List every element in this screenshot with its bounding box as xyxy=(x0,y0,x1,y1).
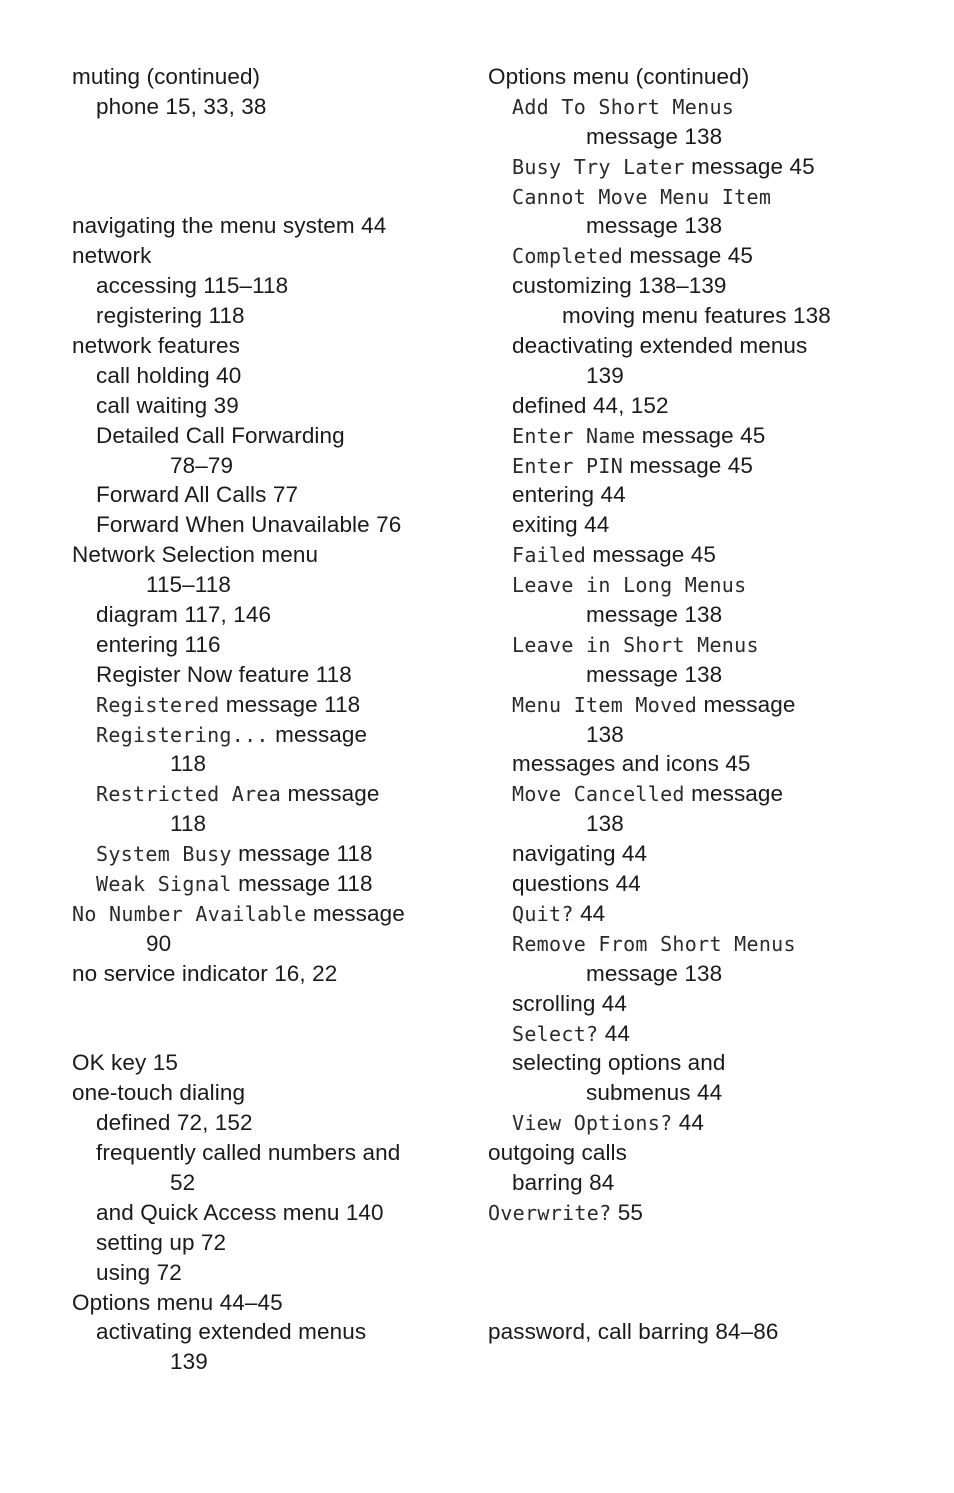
index-text: network features xyxy=(72,333,240,359)
index-text: accessing 115–118 xyxy=(96,273,289,299)
index-subentry xyxy=(72,510,452,540)
index-text: moving menu features 138 xyxy=(562,303,831,329)
index-text: no service indicator 16, 22 xyxy=(72,960,338,986)
index-subentry xyxy=(488,869,928,899)
index-subentry xyxy=(488,630,928,660)
index-text: message 45 xyxy=(623,452,754,478)
display-message-text: Registering... xyxy=(96,722,269,747)
index-subentry xyxy=(72,1258,452,1288)
index-subentry xyxy=(488,331,928,361)
index-subentry xyxy=(488,929,928,959)
index-subentry xyxy=(72,92,452,122)
index-text: using 72 xyxy=(96,1259,182,1285)
index-text: Network Selection menu xyxy=(72,542,319,568)
index-entry xyxy=(72,241,452,271)
index-spacer xyxy=(72,182,452,212)
index-subentry xyxy=(488,271,928,301)
index-text: frequently called numbers and xyxy=(96,1140,401,1166)
index-text: message 138 xyxy=(586,123,723,149)
index-subentry xyxy=(72,271,452,301)
index-text: muting (continued) xyxy=(72,64,261,89)
index-subentry xyxy=(488,1048,928,1078)
index-text: message xyxy=(684,781,784,807)
index-subentry xyxy=(488,510,928,540)
display-message-text: Cannot Move Menu Item xyxy=(512,184,772,209)
index-subentry xyxy=(72,451,452,481)
display-message-text: Quit? xyxy=(512,901,574,926)
index-subentry xyxy=(72,779,452,809)
index-text: entering 44 xyxy=(512,482,626,508)
index-subentry xyxy=(72,480,452,510)
index-text: Register Now feature 118 xyxy=(96,661,352,687)
index-text: 78–79 xyxy=(170,452,234,478)
index-text: and Quick Access menu 140 xyxy=(96,1199,384,1225)
index-subentry xyxy=(488,451,928,481)
index-subentry xyxy=(488,720,928,750)
index-subentry xyxy=(488,92,928,122)
display-message-text: Registered xyxy=(96,692,220,717)
index-subentry xyxy=(72,839,452,869)
index-text: message 118 xyxy=(219,691,361,717)
display-message-text: View Options? xyxy=(512,1111,673,1136)
index-entry xyxy=(72,1288,452,1318)
display-message-text: Busy Try Later xyxy=(512,154,685,179)
index-subentry xyxy=(72,1347,452,1377)
index-subentry xyxy=(72,421,452,451)
index-entry xyxy=(72,899,452,929)
index-text: password, call barring 84–86 xyxy=(488,1319,779,1345)
index-subentry xyxy=(488,421,928,451)
index-text: message xyxy=(306,900,405,926)
index-text: messages and icons 45 xyxy=(512,751,751,777)
display-message-text: Select? xyxy=(512,1021,599,1046)
index-subentry xyxy=(488,809,928,839)
index-subentry xyxy=(488,779,928,809)
index-subentry xyxy=(72,929,452,959)
index-subentry xyxy=(72,690,452,720)
index-text: message 138 xyxy=(586,602,723,628)
index-text: scrolling 44 xyxy=(512,990,628,1016)
index-subentry xyxy=(488,989,928,1019)
index-text: network xyxy=(72,243,152,269)
display-message-text: No Number Available xyxy=(72,901,307,926)
index-text: entering 116 xyxy=(96,631,221,657)
index-text: message 45 xyxy=(586,542,716,568)
index-subentry xyxy=(488,241,928,271)
index-subentry xyxy=(72,1317,452,1347)
index-text: message 138 xyxy=(586,213,723,239)
index-text: 139 xyxy=(586,362,624,388)
index-subentry xyxy=(72,361,452,391)
index-spacer xyxy=(72,989,452,1019)
index-text: 44 xyxy=(598,1020,630,1046)
index-text: message 45 xyxy=(684,153,815,179)
index-text: 52 xyxy=(170,1169,196,1195)
index-subentry xyxy=(72,749,452,779)
index-text: 55 xyxy=(611,1199,643,1225)
display-message-text: System Busy xyxy=(96,842,232,867)
index-text: Options menu 44–45 xyxy=(72,1289,283,1315)
index-text: call holding 40 xyxy=(96,362,242,388)
index-text: navigating the menu system 44 xyxy=(72,213,387,239)
index-subentry xyxy=(72,1168,452,1198)
index-subentry xyxy=(488,1168,928,1198)
index-entry xyxy=(72,1078,452,1108)
index-text: defined 44, 152 xyxy=(512,392,669,418)
display-message-text: Remove From Short Menus xyxy=(512,931,796,956)
index-text: submenus 44 xyxy=(586,1080,723,1106)
index-subentry xyxy=(488,959,928,989)
index-spacer xyxy=(72,122,452,152)
index-subentry xyxy=(72,1228,452,1258)
index-text: questions 44 xyxy=(512,871,641,897)
index-subentry xyxy=(72,809,452,839)
index-text: outgoing calls xyxy=(488,1140,627,1166)
index-text: phone 15, 33, 38 xyxy=(96,93,267,119)
index-text: navigating 44 xyxy=(512,841,648,867)
index-text: message 118 xyxy=(231,871,373,897)
index-entry xyxy=(488,1317,928,1347)
index-text: registering 118 xyxy=(96,303,245,329)
index-text: 44 xyxy=(573,900,606,926)
index-text: activating extended menus xyxy=(96,1319,367,1345)
index-text: 138 xyxy=(586,721,624,747)
index-subentry xyxy=(72,1198,452,1228)
index-text: message 45 xyxy=(635,422,766,448)
index-subentry xyxy=(488,182,928,212)
index-subentry xyxy=(488,899,928,929)
index-subentry xyxy=(72,869,452,899)
index-subentry xyxy=(72,660,452,690)
index-spacer xyxy=(488,1228,928,1258)
index-subentry xyxy=(72,301,452,331)
index-text: Forward When Unavailable 76 xyxy=(96,512,402,538)
index-subentry xyxy=(488,391,928,421)
index-text: message xyxy=(281,781,380,807)
index-subentry xyxy=(72,570,452,600)
index-subentry xyxy=(72,391,452,421)
display-message-text: Completed xyxy=(512,244,624,269)
index-text: 118 xyxy=(170,811,207,837)
index-text: setting up 72 xyxy=(96,1229,227,1255)
index-spacer xyxy=(488,1288,928,1318)
display-message-text: Add To Short Menus xyxy=(512,94,735,119)
index-text: call waiting 39 xyxy=(96,392,239,418)
index-text: 139 xyxy=(170,1349,208,1375)
index-text: 90 xyxy=(146,930,172,956)
index-subentry xyxy=(488,660,928,690)
index-entry xyxy=(488,62,928,92)
index-text: selecting options and xyxy=(512,1050,726,1076)
index-text: defined 72, 152 xyxy=(96,1110,253,1136)
index-text: Options menu (continued) xyxy=(488,64,750,89)
index-text: 44 xyxy=(672,1110,705,1136)
index-text: exiting 44 xyxy=(512,512,610,538)
index-spacer xyxy=(72,152,452,182)
index-subentry xyxy=(72,720,452,750)
index-subentry xyxy=(72,1108,452,1138)
index-subentry xyxy=(72,600,452,630)
index-subentry xyxy=(488,1019,928,1049)
index-text: deactivating extended menus xyxy=(512,333,808,359)
index-subentry xyxy=(488,690,928,720)
index-subentry xyxy=(488,1108,928,1138)
display-message-text: Menu Item Moved xyxy=(512,692,698,717)
index-entry xyxy=(488,1198,928,1228)
index-text: 118 xyxy=(170,751,207,777)
index-column-right xyxy=(488,62,928,1347)
index-text: 115–118 xyxy=(146,572,231,598)
index-subentry xyxy=(488,1078,928,1108)
display-message-text: Failed xyxy=(512,543,587,568)
index-subentry xyxy=(488,122,928,152)
index-entry xyxy=(72,1048,452,1078)
index-entry xyxy=(72,959,452,989)
index-subentry xyxy=(72,630,452,660)
index-text: 138 xyxy=(586,811,624,837)
index-spacer xyxy=(72,1019,452,1049)
display-message-text: Move Cancelled xyxy=(512,782,685,807)
index-subentry xyxy=(488,749,928,779)
index-text: customizing 138–139 xyxy=(512,273,727,299)
index-entry xyxy=(72,331,452,361)
index-text: Detailed Call Forwarding xyxy=(96,422,345,448)
display-message-text: Weak Signal xyxy=(96,872,232,897)
index-spacer xyxy=(488,1258,928,1288)
display-message-text: Leave in Short Menus xyxy=(512,632,759,657)
index-subentry xyxy=(72,1138,452,1168)
display-message-text: Enter Name xyxy=(512,423,636,448)
index-text: OK key 15 xyxy=(72,1050,178,1076)
index-entry xyxy=(72,540,452,570)
index-subentry xyxy=(488,361,928,391)
index-entry xyxy=(72,62,452,92)
display-message-text: Restricted Area xyxy=(96,782,282,807)
display-message-text: Overwrite? xyxy=(488,1200,612,1225)
index-subentry xyxy=(488,600,928,630)
index-text: message 138 xyxy=(586,960,723,986)
index-subentry xyxy=(488,570,928,600)
index-subentry xyxy=(488,540,928,570)
index-subentry xyxy=(488,301,928,331)
index-text: message xyxy=(268,721,368,747)
index-text: message 45 xyxy=(623,243,754,269)
index-subentry xyxy=(488,211,928,241)
display-message-text: Leave in Long Menus xyxy=(512,573,747,598)
index-text: diagram 117, 146 xyxy=(96,602,272,628)
index-entry xyxy=(72,211,452,241)
index-text: message xyxy=(697,691,796,717)
index-subentry xyxy=(488,152,928,182)
index-subentry xyxy=(488,480,928,510)
index-text: Forward All Calls 77 xyxy=(96,482,299,508)
index-text: message 118 xyxy=(231,841,373,867)
index-text: message 138 xyxy=(586,661,723,687)
index-entry xyxy=(488,1138,928,1168)
index-column-left xyxy=(72,62,452,1377)
index-text: one-touch dialing xyxy=(72,1080,246,1106)
index-subentry xyxy=(488,839,928,869)
display-message-text: Enter PIN xyxy=(512,453,624,478)
index-text: barring 84 xyxy=(512,1169,615,1195)
